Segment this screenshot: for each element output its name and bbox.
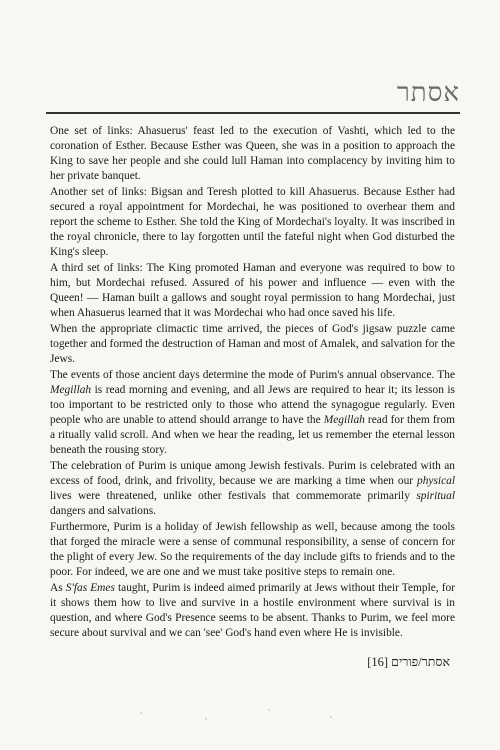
text-run: One set of links: Ahasuerus' feast led to the execution of Vashti, which led to the coronation of Esther. Because Esther was Queen, she was in a position to approach the King to save her people and she could lull Haman into complacency by inviting him to her private banquet. — [50, 125, 455, 182]
paragraph — [50, 581, 455, 641]
scan-speck — [140, 712, 142, 714]
text-run: Another set of links: Bigsan and Teresh plotted to kill Ahasuerus. Because Esther had secured a royal appointment for Mordechai, he was positioned to overhear them and report the scheme to Esther. She told the King of Mordechai's loyalty. It was inscribed in the royal chronicle, there to lay forgotten until the fateful night when God disturbed the King's sleep. — [50, 186, 455, 258]
italic-text: Megillah — [50, 383, 92, 396]
paragraph — [50, 520, 455, 580]
text-run: taught, Purim is indeed aimed primarily at Jews without their Temple, for it shows them how to live and survive in a hostile environment where survival is in question, and where God's Presence seems to be absent. Thanks to Purim, we feel more secure about survival and we can 'see' God's hand even where He is invisible. — [50, 581, 455, 639]
italic-text: Megillah — [323, 413, 365, 426]
header-rule — [46, 112, 460, 114]
italic-text: physical — [417, 474, 455, 487]
paragraph — [50, 368, 455, 457]
text-run: The celebration of Purim is unique among Jewish festivals. Purim is celebrated with an excess of food, drink, and frivolity, because we are marking a time when our — [50, 459, 455, 487]
text-run: is read morning and evening, and all Jews are required to hear it; its lesson is too important to be restricted only to those who attend the synagogue regularly. Even people who are unable to attend should arrange to have the — [50, 383, 455, 426]
body-text — [50, 124, 455, 642]
paragraph — [50, 322, 455, 367]
footer-running-head: אסתר/פורים — [391, 655, 450, 669]
text-run: dangers and salvations. — [50, 504, 156, 517]
italic-text: S'fas Emes — [65, 581, 115, 594]
text-run: Furthermore, Purim is a holiday of Jewish fellowship as well, because among the tools that forged the miracle were a sense of communal responsibility, a sense of concern for the plight of every Jew. So the requirements of the day include gifts to friends and to the poor. For indeed, we are one and we must take positive steps to remain one. — [50, 520, 455, 578]
scan-speck — [205, 718, 207, 720]
scan-speck — [330, 716, 332, 718]
running-header-title: אסתר — [396, 78, 460, 107]
text-run: As — [50, 581, 66, 594]
page-number: [16] — [367, 655, 389, 669]
italic-text: spiritual — [416, 489, 455, 502]
text-run: read for them from a ritually valid scroll. And when we hear the reading, let us remember the eternal lesson beneath the rousing story. — [50, 413, 455, 456]
scan-speck — [268, 709, 270, 711]
paragraph — [50, 261, 455, 321]
paragraph — [50, 459, 455, 519]
paragraph — [50, 124, 455, 184]
text-run: A third set of links: The King promoted Haman and everyone was required to bow to him, but Mordechai refused. Assured of his power and influence — even with the Queen! — Haman built a gallows and sought royal permission to hang Mordechai, just when Ahasuerus learned that it was Mordechai who had once saved his life. — [50, 261, 455, 319]
page-footer — [361, 655, 450, 670]
text-run: lives were threatened, unlike other festivals that commemorate primarily — [50, 489, 417, 502]
text-run: When the appropriate climactic time arrived, the pieces of God's jigsaw puzzle came together and formed the destruction of Haman and most of Amalek, and salvation for the Jews. — [50, 322, 455, 365]
paragraph — [50, 185, 455, 260]
text-run: The events of those ancient days determine the mode of Purim's annual observance. The — [50, 369, 455, 382]
